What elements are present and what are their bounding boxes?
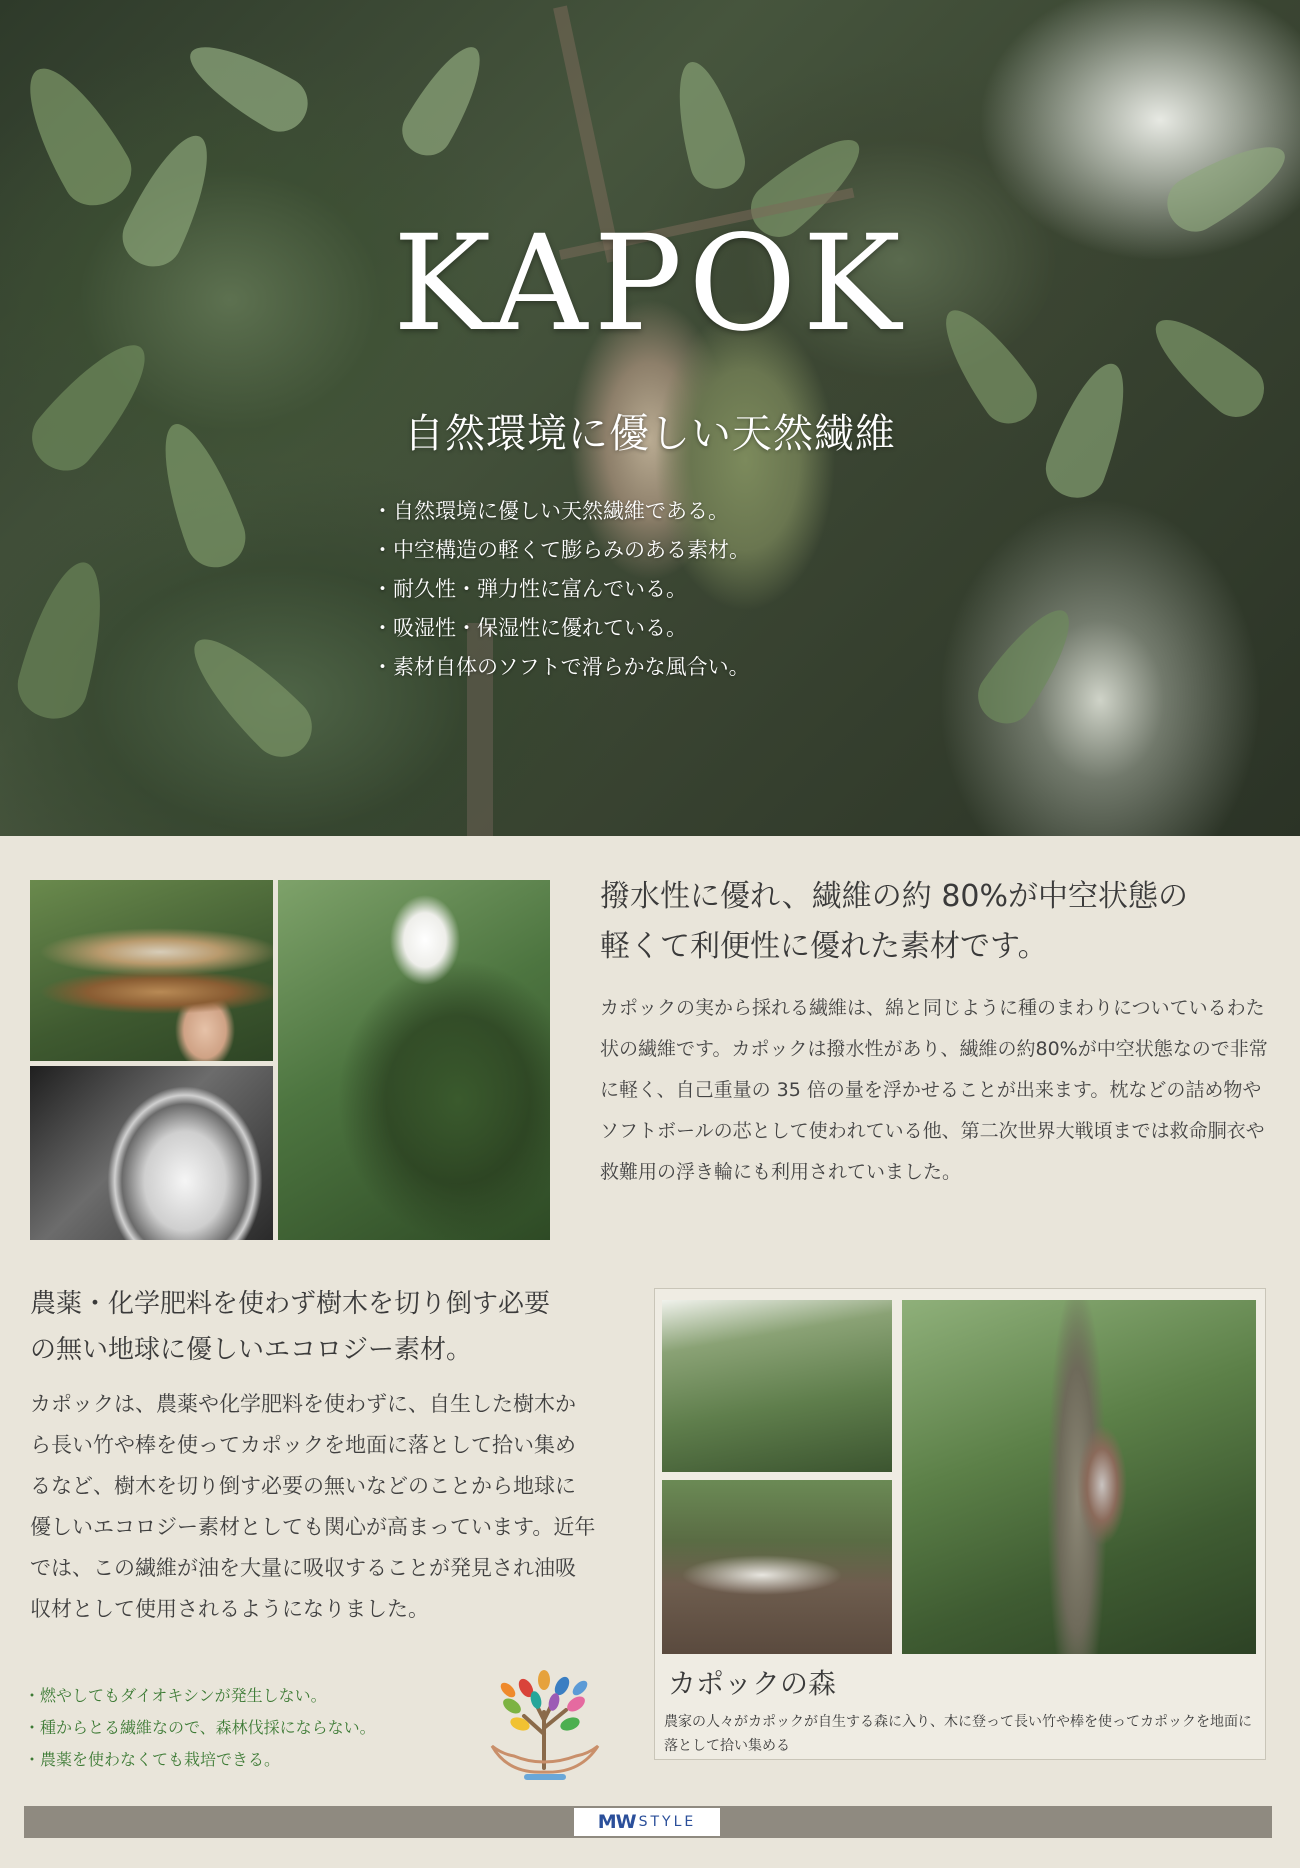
forest-card-title: カポックの森 [668, 1667, 837, 1700]
tree-climber-photo [902, 1300, 1256, 1654]
feature-item: ・中空構造の軽くて膨らみのある素材。 [372, 538, 750, 562]
brand-logo[interactable] [574, 1808, 720, 1836]
eco-point: ・種からとる繊維なので、森林伐採にならない。 [24, 1718, 376, 1737]
hollow-fiber-photo [30, 1066, 273, 1240]
eco-point: ・燃やしてもダイオキシンが発生しない。 [24, 1686, 327, 1705]
feature-list [372, 492, 750, 687]
page-title: KAPOK [392, 207, 908, 361]
section1-heading-line: 撥水性に優れ、繊維の約 80%が中空状態の [600, 879, 1189, 914]
tree-in-hands-icon [480, 1650, 610, 1784]
feature-item: ・素材自体のソフトで滑らかな風合い。 [372, 655, 750, 679]
eco-point: ・農薬を使わなくても栽培できる。 [24, 1750, 281, 1769]
logo-mark: MW [597, 1811, 636, 1833]
section2-heading [30, 1281, 590, 1373]
forest-floor-photo [662, 1480, 892, 1654]
feature-item: ・自然環境に優しい天然繊維である。 [372, 499, 729, 523]
section2-heading-line: の無い地球に優しいエコロジー素材。 [30, 1335, 473, 1365]
section1-heading [600, 872, 1280, 972]
logo-word: STYLE [638, 1814, 697, 1830]
section2-heading-line: 農薬・化学肥料を使わず樹木を切り倒す必要 [30, 1289, 551, 1319]
section2-body: カポックは、農薬や化学肥料を使わずに、自生した樹木から長い竹や棒を使ってカポックを地面に落として拾い集めるなど、樹木を切り倒す必要の無いなどのことから地球に優しいエコロジー素材としても関心が高まっています。近年では、この繊維が油を大量に吸収することが発見され油吸収材として使用されるようになりました。 [30, 1392, 596, 1621]
forest-photo [662, 1300, 892, 1472]
kapok-pod-photo [30, 880, 273, 1061]
page-subtitle: 自然環境に優しい天然繊維 [404, 411, 896, 457]
hero-photo [0, 0, 1300, 836]
section1-heading-line: 軽くて利便性に優れた素材です。 [600, 929, 1048, 964]
kapok-cotton-photo [278, 880, 550, 1240]
feature-item: ・吸湿性・保湿性に優れている。 [372, 616, 687, 640]
eco-point-list [24, 1680, 376, 1776]
forest-card-caption: 農家の人々がカポックが自生する森に入り、木に登って長い竹や棒を使ってカポックを地面に落として拾い集める [664, 1714, 1252, 1754]
feature-item: ・耐久性・弾力性に富んでいる。 [372, 577, 687, 601]
section1-body: カポックの実から採れる繊維は、綿と同じように種のまわりについているわた状の繊維です。カポックは撥水性があり、繊維の約80%が中空状態なので非常に軽く、自己重量の 35 倍の量を浮かせることが出来ます。枕などの詰め物やソフトボールの芯として使われている他、第二次世界大戦頃までは救命胴衣や救難用の浮き輪にも利用されていました。 [600, 997, 1268, 1183]
